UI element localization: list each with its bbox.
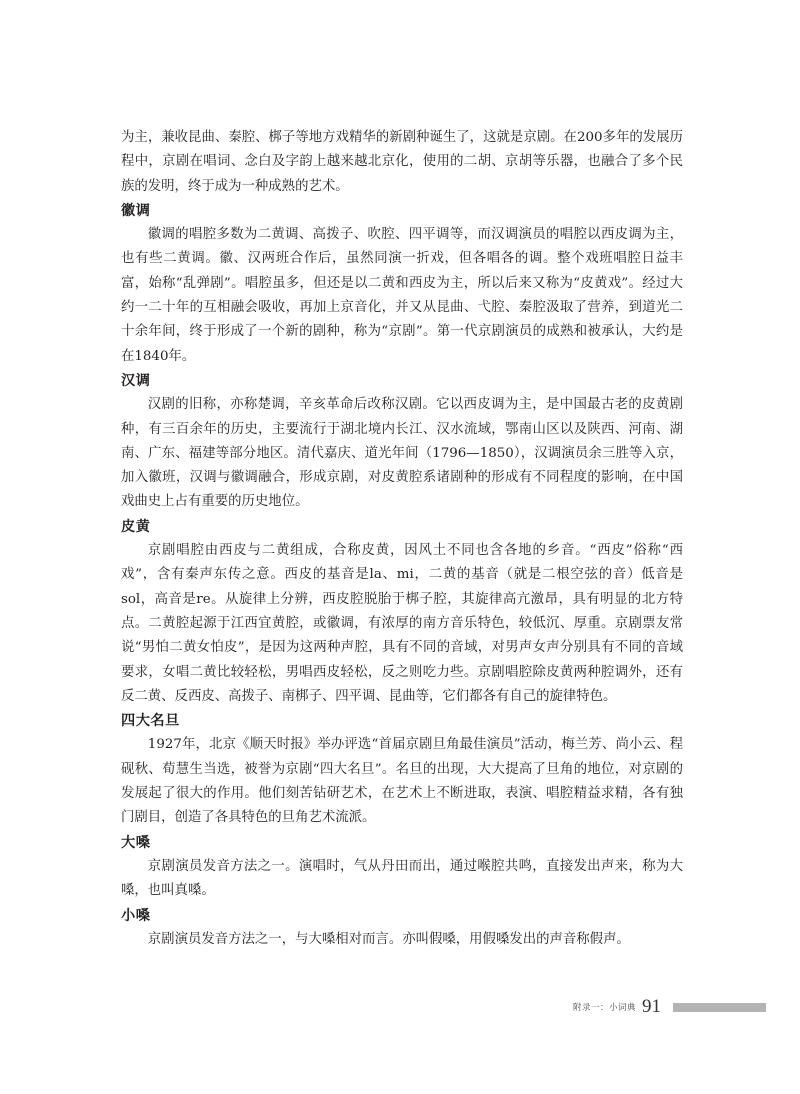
entry-body: 1927年，北京《顺天时报》举办评选“首届京剧旦角最佳演员”活动，梅兰芳、尚小云、程砚秋、荀慧生当选，被誉为京剧“四大名旦”。名旦的出现，大大提高了旦角的地位，对京剧的发展起了很大的作用。他们刻苦钻研艺术，在艺术上不断进取，表演、唱腔精益求精，各有独门剧目，创造了各具特色的旦角艺术流派。 [121,737,683,826]
continuation-paragraph: 为主，兼收昆曲、秦腔、梆子等地方戏精华的新剧种诞生了，这就是京剧。在200多年的发展历程中，京剧在唱词、念白及字韵上越来越北京化，使用的二胡、京胡等乐器，也融合了多个民族的发明，终于成为一种成熟的艺术。 [121,130,683,194]
entry-heading: 大嗓 [121,834,151,851]
footer-section-label: 附录一：小词典 [573,1003,637,1013]
entry-dasang [121,831,683,904]
entry-huidiao [121,199,683,369]
page-footer [573,995,766,1019]
entry-heading: 徽调 [121,202,151,219]
entry-heading: 皮黄 [121,518,151,535]
entry-body: 京剧演员发音方法之一，与大嗓相对而言。亦叫假嗓，用假嗓发出的声音称假声。 [147,931,630,947]
entry-body: 徽调的唱腔多数为二黄调、高拨子、吹腔、四平调等，而汉调演员的唱腔以西皮调为主，也有些二黄调。徽、汉两班合作后，虽然同演一折戏，但各唱各的调。整个戏班唱腔日益丰富，始称“乱弹剧”。唱腔虽多，但还是以二黄和西皮为主，所以后来又称为“皮黄戏”。经过大约一二十年的互相融会吸收，再加上京音化，并又从昆曲、弋腔、秦腔汲取了营养，到道光二十余年间，终于形成了一个新的剧种，称为“京剧”。第一代京剧演员的成熟和被承认，大约是在1840年。 [121,227,683,364]
entry-heading: 四大名旦 [121,713,180,730]
entry-xiaosang [121,904,683,953]
entry-body: 汉剧的旧称，亦称楚调，辛亥革命后改称汉剧。它以西皮调为主，是中国最古老的皮黄剧种，有三百余年的历史，主要流行于湖北境内长江、汉水流域，鄂南山区以及陕西、河南、湖南、广东、福建等部分地区。清代嘉庆、道光年间（1796—1850），汉调演员余三胜等入京，加入徽班，汉调与徽调融合，形成京剧，对皮黄腔系诸剧种的形成有不同程度的影响，在中国戏曲史上占有重要的历史地位。 [121,397,683,510]
entry-pihuang [121,515,683,709]
entry-body: 京剧唱腔由西皮与二黄组成，合称皮黄，因风土不同也含各地的乡音。“西皮”俗称“西戏”，含有秦声东传之意。西皮的基音是la、mi，二黄的基音（就是二根空弦的音）低音是sol，高音是re。从旋律上分辨，西皮腔脱胎于梆子腔，其旋律高亢激昂，具有明显的北方特点。二黄腔起源于江西宜黄腔，或徽调，有浓厚的南方音乐特色，较低沉、厚重。京剧票友常说“男怕二黄女怕皮”，是因为这两种声腔，具有不同的音域，对男声女声分别具有不同的音域要求，女唱二黄比较轻松，男唱西皮轻松，反之则吃力些。京剧唱腔除皮黄两种腔调外，还有反二黄、反西皮、高拨子、南梆子、四平调、昆曲等，它们都各有自己的旋律特色。 [121,543,683,704]
page-content [121,126,683,952]
entry-heading: 小嗓 [121,907,151,924]
footer-decorative-bar [673,1003,766,1012]
entry-handiao [121,369,683,515]
entry-body: 京剧演员发音方法之一。演唱时，气从丹田而出，通过喉腔共鸣，直接发出声来，称为大嗓，也叫真嗓。 [121,858,683,899]
entry-sidamingdan [121,709,683,830]
page-number: 91 [642,996,662,1017]
entry-heading: 汉调 [121,372,151,389]
